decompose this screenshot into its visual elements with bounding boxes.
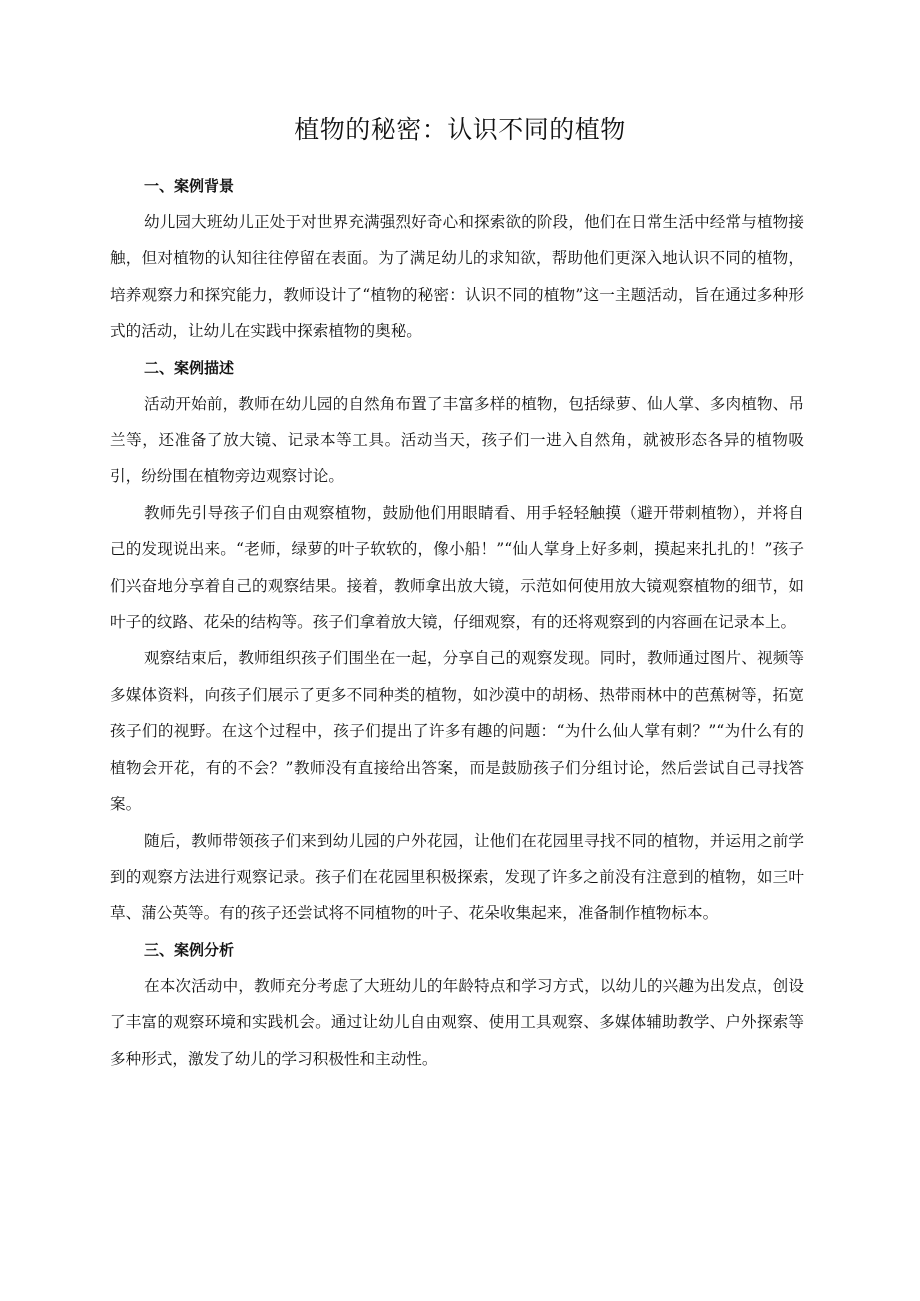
- section-analysis: [110, 932, 804, 1077]
- section-background: [110, 168, 804, 350]
- section-description: [110, 350, 804, 932]
- paragraph: 随后，教师带领孩子们来到幼儿园的户外花园，让他们在花园里寻找不同的植物，并运用之前学到的观察方法进行观察记录。孩子们在花园里积极探索，发现了许多之前没有注意到的植物，如三叶草、蒲公英等。有的孩子还尝试将不同植物的叶子、花朵收集起来，准备制作植物标本。: [110, 831, 804, 923]
- paragraph: 在本次活动中，教师充分考虑了大班幼儿的年龄特点和学习方式，以幼儿的兴趣为出发点，创设了丰富的观察环境和实践机会。通过让幼儿自由观察、使用工具观察、多媒体辅助教学、户外探索等多种形式，激发了幼儿的学习积极性和主动性。: [110, 976, 804, 1068]
- paragraph: 观察结束后，教师组织孩子们围坐在一起，分享自己的观察发现。同时，教师通过图片、视频等多媒体资料，向孩子们展示了更多不同种类的植物，如沙漠中的胡杨、热带雨林中的芭蕉树等，拓宽孩子们的视野。在这个过程中，孩子们提出了许多有趣的问题：“为什么仙人掌有刺？”“为什么有的植物会开花，有的不会？”教师没有直接给出答案，而是鼓励孩子们分组讨论，然后尝试自己寻找答案。: [110, 649, 804, 814]
- section-heading: 一、案例背景: [144, 177, 235, 195]
- document-body: [110, 168, 804, 1077]
- document-title: 植物的秘密：认识不同的植物: [294, 115, 626, 144]
- paragraph: 幼儿园大班幼儿正处于对世界充满强烈好奇心和探索欲的阶段，他们在日常生活中经常与植物接触，但对植物的认知往往停留在表面。为了满足幼儿的求知欲，帮助他们更深入地认识不同的植物，培养观察力和探究能力，教师设计了“植物的秘密：认识不同的植物”这一主题活动，旨在通过多种形式的活动，让幼儿在实践中探索植物的奥秘。: [110, 213, 804, 341]
- section-heading: 二、案例描述: [144, 358, 235, 377]
- paragraph: 教师先引导孩子们自由观察植物，鼓励他们用眼睛看、用手轻轻触摸（避开带刺植物），并将自己的发现说出来。“老师，绿萝的叶子软软的，像小船！”“仙人掌身上好多刺，摸起来扎扎的！”孩子们兴奋地分享着自己的观察结果。接着，教师拿出放大镜，示范如何使用放大镜观察植物的细节，如叶子的纹路、花朵的结构等。孩子们拿着放大镜，仔细观察，有的还将观察到的内容画在记录本上。: [110, 503, 804, 632]
- section-heading: 三、案例分析: [144, 940, 235, 959]
- paragraph: 活动开始前，教师在幼儿园的自然角布置了丰富多样的植物，包括绿萝、仙人掌、多肉植物、吊兰等，还准备了放大镜、记录本等工具。活动当天，孩子们一进入自然角，就被形态各异的植物吸引，纷纷围在植物旁边观察讨论。: [110, 394, 804, 486]
